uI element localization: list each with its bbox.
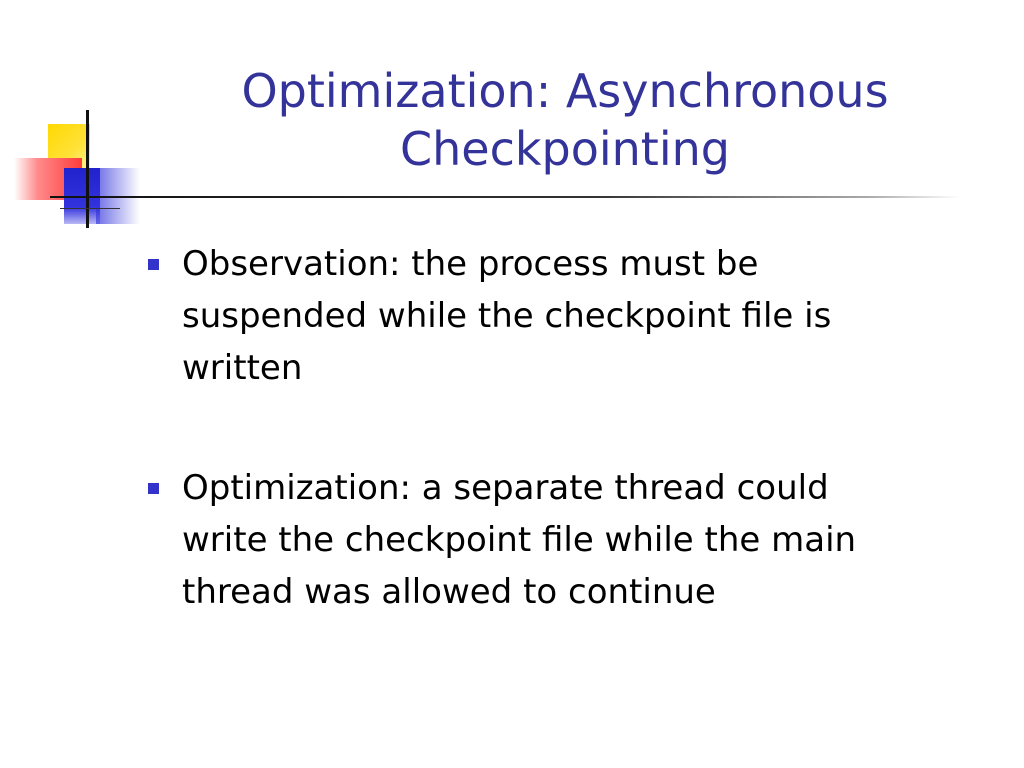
square-bullet-icon — [148, 483, 159, 494]
title-underline — [50, 196, 960, 198]
title-line-2: Checkpointing — [400, 122, 730, 176]
bullet-line: write the checkpoint file while the main — [182, 520, 857, 560]
square-bullet-icon — [148, 259, 159, 270]
bullet-line: thread was allowed to continue — [182, 572, 716, 612]
bullet-list — [140, 238, 1000, 686]
bullet-line: Optimization: a separate thread could — [182, 468, 829, 508]
title-line-1: Optimization: Asynchronous — [241, 64, 889, 118]
short-rule — [60, 208, 120, 209]
bullet-item — [140, 462, 1000, 618]
bullet-line: suspended while the checkpoint file is — [182, 296, 832, 336]
slide-logo-icon — [0, 0, 160, 240]
bullet-line: Observation: the process must be — [182, 244, 759, 284]
slide-title — [150, 62, 980, 178]
bullet-item — [140, 238, 1000, 394]
bullet-line: written — [182, 348, 303, 388]
vertical-rule — [86, 110, 89, 228]
